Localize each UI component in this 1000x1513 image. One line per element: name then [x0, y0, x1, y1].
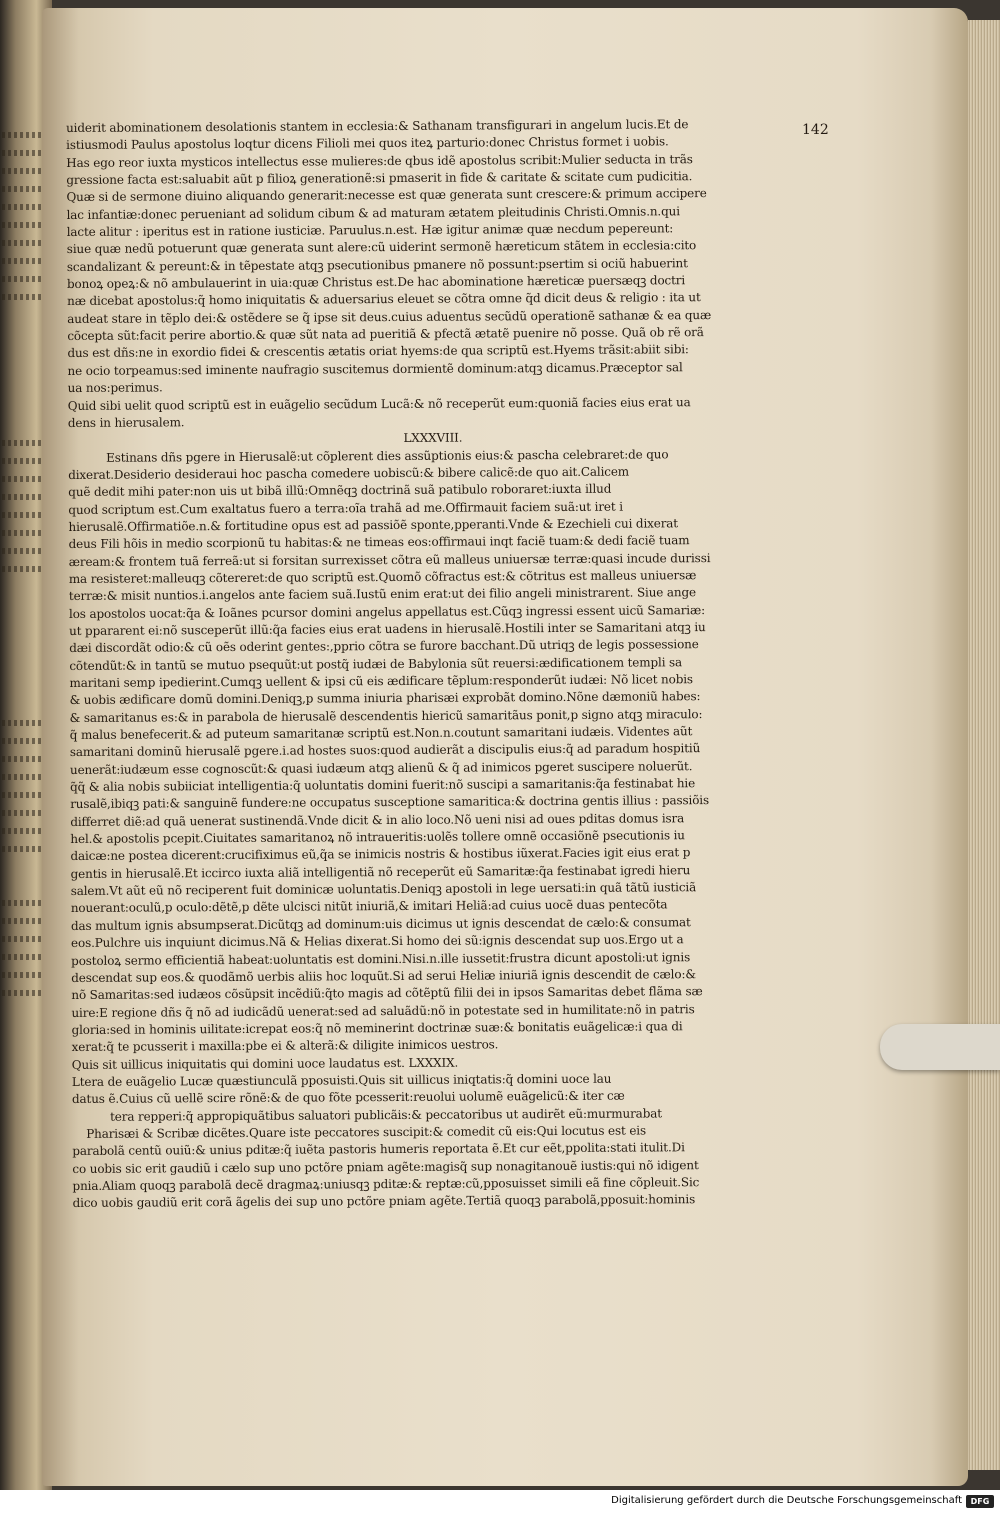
text-line: dus est dñs:ne in exordio fidei & crescentis ætatis oriat hyems:de qua scriptũ est.Hyems trãsit:abiit sibi:	[67, 342, 689, 361]
text-line: & samaritanus es:& in parabola de hierusalẽ descendentis hiericũ samaritãus ponit,p signo atqꝫ miraculo:	[69, 706, 703, 725]
text-line: das multum ignis absumpserat.Dicũtqꝫ ad dominum:uis dicimus ut ignis descendat de cælo:& consumat	[70, 915, 691, 933]
text-line: audeat stare in tẽplo dei:& ostẽdere se q̃ ipse sit deus.cuius aduentus secũdũ operationẽ sathanæ & ea quæ	[67, 307, 712, 326]
text-line: uenerãt:iudæum esse cognoscũt:& quasi iudæum atqꝫ alienũ & q̃ ad inimicos pgeret suscipere noluerũt.	[69, 758, 693, 777]
text-line: q̃q̃ & alia nobis subiiciat intelligentia:q̃ uoluntatis domini fuerit:nõ suscipi a samaritanis:q̃a festinabat hie	[70, 776, 696, 795]
text-line: pnia.Aliam quoqꝫ parabolã decẽ dragmaꝝ:uniusqꝫ pditæ:& reptæ:cũ,pposuisset simili eã fine cõpleuit.Sic	[72, 1175, 700, 1193]
text-line: maritani semp ipedierint.Cumqꝫ uellent & ipsi cũ eis ædificare tẽplum:responderũt iudæi: Nõ licet nobis	[69, 672, 693, 690]
text-line: hierusalẽ.Offirmatiõe.n.& fortitudine opus est ad passiõẽ sponte,pperanti.Vnde & Ezechieli cui dixerat	[68, 516, 679, 534]
chapter-heading: LXXXVIII.	[403, 430, 463, 446]
text-line: ne ocio torpeamus:sed iminente naufragio suscitemus dormientẽ dominum:atqꝫ dicamus.Præceptor sal	[67, 360, 683, 378]
page-fore-edge	[968, 20, 1000, 1470]
text-line: quẽ dedit mihi pater:non uis ut bibã illũ:Omnẽqꝫ doctrinã suã patibulo roboraret:iuxta illud	[68, 481, 612, 500]
page-text	[66, 116, 803, 1270]
bookmark-ribbon	[880, 1024, 1000, 1070]
text-line: salem.Vt aũt eũ nõ reciperent fuit dominicæ uoluntatis.Deniqꝫ apostoli in lege uersati:in quã tãtũ iusticiã	[70, 880, 697, 899]
text-line: scandalizant & pereunt:& in tẽpestate atqꝫ psecutionibus pmanere nõ possunt:psertim si ociũ habuerint	[66, 255, 688, 274]
text-line: uiderit abominationem desolationis stantem in ecclesia:& Sathanam transfigurari in angelum lucis.Et de	[66, 117, 689, 135]
text-line: xerat:q̃ te pcusserit i maxilla:pbe ei & alterã:& diligite inimicos uestros.	[71, 1037, 499, 1055]
text-line: hel.& apostolis pcepit.Ciuitates samaritanoꝝ nõ intraueritis:uolẽs tollere omnẽ occasiõnẽ psecutionis iu	[70, 828, 685, 847]
text-line: descendat sup eos.& quodãmõ uerbis aliis hoc loquũt.Si ad serui Heliæ iniuriã ignis descendit de cælo:&	[71, 967, 696, 985]
text-line: nouerant:oculũ,p oculo:dẽtẽ,p dẽte ulcisci nitũt iniuriã,& imitari Heliã:ad cuius uocẽ duas pentecõta	[70, 897, 668, 916]
text-line: æream:& frontem tuã ferreã:ut si forsitan surrexisset cõtra eũ malleus uniuersæ terræ:quasi incude durissi	[68, 550, 711, 569]
text-line: los apostolos uocat:q̃a & Ioãnes pcursor domini angelus appellatus est.Cũqꝫ ingressi essent uicũ Samariæ:	[68, 602, 706, 621]
text-line: cõcepta sũt:facit perire abortio.& quæ sũt nata ad pueritiã & pfectã ætatẽ puenire nõ posse. Quã ob rẽ orã	[67, 325, 704, 344]
text-line: dens in hierusalem.	[67, 415, 185, 430]
text-line: dico uobis gaudiũ erit corã ãgelis dei sup uno pctõre pniam agẽte.Tertiã quoqꝫ parabolã,pposuit:hominis	[72, 1192, 696, 1211]
text-line: parabolã centũ ouiũ:& unius pditæ:q̃ iuẽta pastoris humeris reportata ẽ.Et cur eẽt,ppolita:stati itulit.Di	[72, 1140, 685, 1159]
footer-bar	[0, 1490, 1000, 1513]
folio-number: 142	[802, 122, 829, 138]
text-line: dixerat.Desiderio desideraui hoc pascha comedere uobiscũ:& bibere calicẽ:de quo ait.Calicem	[68, 464, 630, 482]
text-line: samaritani dominũ hierusalẽ pgere.i.ad hostes suos:quod audierãt a discipulis eius:q̃ ad paradum hospitiũ	[69, 741, 701, 760]
text-line: istiusmodi Paulus apostolus loqtur dicens Filioli mei quos iteꝝ parturio:donec Christus formet i uobis.	[66, 134, 669, 153]
text-line: eos.Pulchre uis inquiunt dicimus.Nã & Helias dixerat.Si homo dei sũ:ignis descendat sup uos.Ergo ut a	[70, 932, 684, 951]
text-line: ua nos:perimus.	[67, 380, 163, 396]
text-line: lac infantiæ:donec perueniant ad solidum cibum & ad maturam ætatem pleitudinis Christi.Omnis.n.qui	[66, 203, 680, 222]
text-line: uire:E regione dñs q̃ nõ ad iudicãdũ uenerat:sed ad saluãdũ:nõ in potestate sed in humilitate:nõ in patris	[71, 1001, 695, 1020]
text-line: gloria:sed in hominis uilitate:icrepat eos:q̃ nõ meminerint doctrinæ suæ:& bonitatis euãgelicæ:i qua di	[71, 1019, 683, 1037]
text-line: bonoꝝ opeꝝ:& nõ ambulauerint in uia:quæ Christus est.De hac abominatione hæreticæ puersæqꝫ doctri	[66, 273, 686, 292]
text-line: ma resisteret:malleuqꝫ cõtereret:de quo scriptũ est.Quomõ cõfractus est:& cõtritus est malleus uniuersæ	[68, 568, 697, 586]
funding-credit: Digitalisierung gefördert durch die Deutsche Forschungsgemeinschaft	[611, 1495, 962, 1506]
text-line: gentis in hierusalẽ.Et iccirco iuxta aliã intelligentiã nõ receperũt eũ Samaritæ:q̃a festinabat igredi hieru	[70, 862, 691, 881]
text-line: cõtendũt:& in tantũ se mutuo psequũt:ut postq̃ iudæi de Babylonia sũt reuersi:ædificationem templi sa	[69, 654, 683, 673]
dfg-logo: DFG	[966, 1495, 994, 1508]
text-line: quod scriptum est.Cum exaltatus fuero a terra:oĩa trahã ad me.Offirmauit faciem suã:ut iret i	[68, 499, 623, 517]
text-line: & uobis ædificare domũ domini.Deniqꝫ,p summa iniuria pharisæi exprobãt domino.Nõne dæmoniũ habes:	[69, 689, 701, 708]
text-line: Has ego reor iuxta mysticos intellectus esse mulieres:de qbus idẽ apostolus scribit:Mulier seducta in trãs	[66, 151, 693, 170]
text-line: Estinans dñs pgere in Hierusalẽ:ut cõplerent dies assũptionis eius:& pascha celebraret:de quo	[106, 446, 669, 465]
text-line: daicæ:ne postea dicerent:crucifiximus eũ,q̃a se inimicis nostris & hostibus iũxerat.Facies igit eius erat p	[70, 845, 691, 864]
text-line: q̃ malus benefecerit.& ad puteum samaritanæ scriptũ est.Non.n.coutunt samaritani iudæis. Videntes aũt	[69, 724, 693, 743]
text-line: lacte alitur : iperitus est in ratione iusticiæ. Paruulus.n.est. Hæ igitur animæ quæ necdum pepereunt:	[66, 221, 674, 240]
text-line: næ dicebat apostolus:q̃ homo iniquitatis & aduersarius eleuet se cõtra omne q̃d dicit deus & religio : ita ut	[67, 290, 701, 309]
text-line: Pharisæi & Scribæ dicẽtes.Quare iste peccatores suscipit:& comedit cũ eis:Qui locutus est eis	[86, 1123, 646, 1141]
text-line: rusalẽ,ibiqꝫ pati:& sanguinẽ fundere:ne occupatus susceptione samaritica:& doctrina gentis illius : passiõis	[70, 793, 710, 812]
text-line: ut ppararent ei:nõ susceperũt illũ:q̃a facies eius erat uadens in hierusalẽ.Hostili inter se Samaritani atqꝫ iu	[69, 620, 706, 638]
text-line: gressione facta est:saluabit aũt p filioꝝ generationẽ:si pmaserit in fide & caritate & scitate cum pudicitia.	[66, 169, 693, 188]
text-line: Quæ si de sermone diuino aliquando generarit:necesse est quæ generata sunt crescere:& primum accipere	[66, 186, 707, 205]
text-line: differret diẽ:ad quã uenerat sustinendã.Vnde dicit & in alio loco.Nõ ueni nisi ad oues pditas domus isra	[70, 810, 685, 829]
text-line: Quis sit uillicus iniquitatis qui domini uoce laudatus est. LXXXIX.	[71, 1055, 459, 1072]
text-line: postoloꝝ sermo efficientiã habeat:uoluntatis est domini.Nisi.n.ille iussetit:frustra dicunt apostoli:ut ignis	[71, 949, 691, 968]
text-line: co uobis sic erit gaudiũ i cælo sup uno pctõre pniam agẽte:magisq̃ sup nonagitanouẽ iustis:qui nõ idigent	[72, 1157, 699, 1176]
text-line: nõ Samaritas:sed iudæos cõsũpsit incẽdiũ:q̃to magis ad cõtẽptũ filii dei in ipsos Samaritas debet flãma sæ	[71, 984, 703, 1003]
text-line: terræ:& misit nuntios.i.angelos ante faciem suã.Iustũ enim erat:ut dei filio angeli ministrarent. Siue ange	[68, 585, 696, 604]
text-line: siue quæ nedũ potuerunt quæ generata sunt alere:cũ uiderint sermonẽ hæreticum stãtem in ecclesia:cito	[66, 238, 697, 257]
text-line: Ltera de euãgelio Lucæ quæstiunculã pposuisti.Quis sit uillicus iniqtatis:q̃ domini uoce lau	[71, 1071, 612, 1089]
text-line: datus ẽ.Cuius cũ uellẽ scire rõnẽ:& de quo fõte pcesserit:reuolui uolumẽ euãgelicũ:& iter cæ	[71, 1088, 625, 1107]
text-line: deus Fili hõis in medio scorpionũ tu habitas:& ne timeas eos:offirmaui inqt faciẽ tuam:& dedi faciẽ tuam	[68, 533, 690, 552]
text-line: tera repperi:q̃ appropiquãtibus saluatori publicãis:& peccatoribus ut audirẽt eũ:murmurabat	[110, 1105, 662, 1124]
text-line: dæi discordãt odio:& cũ oẽs oderint gentes:,pprio cõtra se furore bacchant.Dũ utriqꝫ de legis possessione	[69, 637, 699, 656]
text-line: Quid sibi uelit quod scriptũ est in euãgelio secũdum Lucã:& nõ receperũt eum:quoniã facies eius erat ua	[67, 394, 691, 413]
